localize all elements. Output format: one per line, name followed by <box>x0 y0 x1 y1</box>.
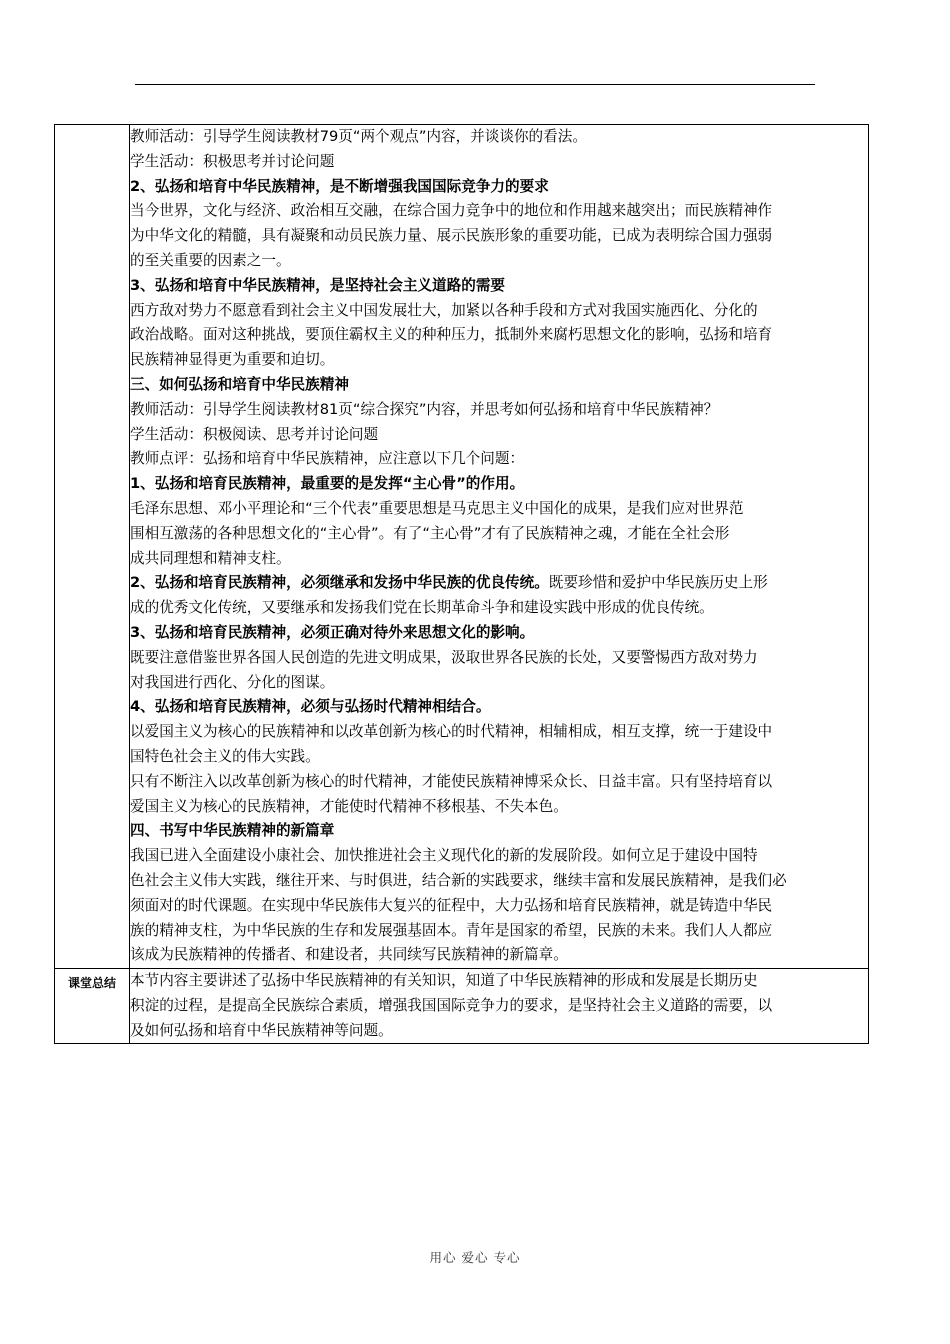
teaching-process-label-cell <box>55 125 130 969</box>
summary-line: 及如何弘扬和培育中华民族精神等问题。 <box>130 1021 393 1039</box>
header-rule <box>135 84 815 85</box>
paragraph-line: 对我国进行西化、分化的图谋。 <box>130 673 335 691</box>
summary-label-cell <box>55 969 130 1044</box>
summary-row <box>55 969 869 1044</box>
paragraph-line: 当今世界，文化与经济、政治相互交融，在综合国力竞争中的地位和作用越来越突出；而民族精神作 <box>130 202 773 220</box>
paragraph-line: 教师活动：引导学生阅读教材79页“两个观点”内容，并谈谈你的看法。 <box>130 128 587 145</box>
section-heading-line: 3、弘扬和培育中华民族精神，是坚持社会主义道路的需要 <box>130 276 506 294</box>
paragraph-line: 该成为民族精神的传播者、和建设者，共同续写民族精神的新篇章。 <box>130 946 568 964</box>
paragraph-line: 色社会主义伟大实践，继往开来、与时俱进，结合新的实践要求，继续丰富和发展民族精神，是我们必 <box>130 871 787 889</box>
paragraph-text: 既要珍惜和爱护中华民族历史上形 <box>548 574 768 592</box>
paragraph-line: 为中华文化的精髓，具有凝聚和动员民族力量、展示民族形象的重要功能，已成为表明综合国力强弱 <box>130 227 773 245</box>
page-footer: 用心 爱心 专心 <box>429 1250 521 1265</box>
paragraph-line: 爱国主义为核心的民族精神，才能使时代精神不移根基、不失本色。 <box>130 797 568 815</box>
section-heading-line: 2、弘扬和培育中华民族精神，是不断增强我国国际竞争力的要求 <box>130 177 549 195</box>
paragraph-line: 西方敌对势力不愿意看到社会主义中国发展壮大，加紧以各种手段和方式对我国实施西化、分化的 <box>130 301 758 319</box>
teaching-process-lines <box>130 125 868 968</box>
paragraph-line: 学生活动：积极阅读、思考并讨论问题 <box>130 425 379 443</box>
summary-line: 本节内容主要讲述了弘扬中华民族精神的有关知识，知道了中华民族精神的形成和发展是长期历史 <box>130 972 758 990</box>
teaching-process-row <box>55 125 869 969</box>
paragraph-line: 成共同理想和精神支柱。 <box>130 549 291 567</box>
summary-content <box>130 969 869 1044</box>
paragraph-line: 政治战略。面对这种挑战，要顶住霸权主义的种种压力，抵制外来腐朽思想文化的影响，弘扬和培育 <box>130 326 773 344</box>
paragraph-line: 我国已进入全面建设小康社会、加快推进社会主义现代化的新的发展阶段。如何立足于建设中国特 <box>130 847 758 865</box>
paragraph-line: 成的优秀文化传统，又要继承和发扬我们党在长期革命斗争和建设实践中形成的优良传统。 <box>130 599 714 617</box>
paragraph-line: 既要注意借鉴世界各国人民创造的先进文明成果，汲取世界各民族的长处，又要警惕西方敌对势力 <box>130 648 758 666</box>
lesson-plan-table <box>54 124 869 1044</box>
section-heading-line: 四、书写中华民族精神的新篇章 <box>130 822 335 840</box>
paragraph-line: 族的精神支柱，为中华民族的生存和发展强基固本。青年是国家的希望，民族的未来。我们人人都应 <box>130 921 773 939</box>
paragraph-line: 毛泽东思想、邓小平理论和“三个代表”重要思想是马克思主义中国化的成果，是我们应对世界范 <box>130 499 744 517</box>
section-heading-line: 3、弘扬和培育民族精神，必须正确对待外来思想文化的影响。 <box>130 623 535 641</box>
section-heading-line: 4、弘扬和培育民族精神，必须与弘扬时代精神相结合。 <box>130 698 491 716</box>
section-heading-line: 1、弘扬和培育民族精神，最重要的是发挥“主心骨”的作用。 <box>130 475 525 493</box>
summary-label: 课堂总结 <box>67 976 116 991</box>
paragraph-line: 以爱国主义为核心的民族精神和以改革创新为核心的时代精神，相辅相成，相互支撑，统一于建设中 <box>130 723 773 741</box>
paragraph-line: 教师点评：弘扬和培育中华民族精神，应注意以下几个问题： <box>130 450 525 468</box>
paragraph-line: 国特色社会主义的伟大实践。 <box>130 747 320 765</box>
section-heading-text: 2、弘扬和培育民族精神，必须继承和发扬中华民族的优良传统。 <box>130 574 549 592</box>
summary-line: 积淀的过程，是提高全民族综合素质，增强我国国际竞争力的要求，是坚持社会主义道路的需要，以 <box>130 996 773 1014</box>
paragraph-line: 围相互激荡的各种思想文化的“主心骨”。有了“主心骨”才有了民族精神之魂，才能在全社会形 <box>130 524 730 542</box>
paragraph-line: 的至关重要的因素之一。 <box>130 251 291 269</box>
section-heading-line <box>130 571 868 596</box>
section-heading-line: 三、如何弘扬和培育中华民族精神 <box>130 375 349 393</box>
teaching-process-content <box>130 125 869 969</box>
paragraph-line: 民族精神显得更为重要和迫切。 <box>130 351 335 369</box>
paragraph-line: 教师活动：引导学生阅读教材81页“综合探究”内容，并思考如何弘扬和培育中华民族精神？ <box>130 400 719 418</box>
paragraph-line: 学生活动：积极思考并讨论问题 <box>130 152 335 170</box>
paragraph-line: 须面对的时代课题。在实现中华民族伟大复兴的征程中，大力弘扬和培育民族精神，就是铸造中华民 <box>130 896 773 914</box>
paragraph-line: 只有不断注入以改革创新为核心的时代精神，才能使民族精神博采众长、日益丰富。只有坚持培育以 <box>130 772 773 790</box>
